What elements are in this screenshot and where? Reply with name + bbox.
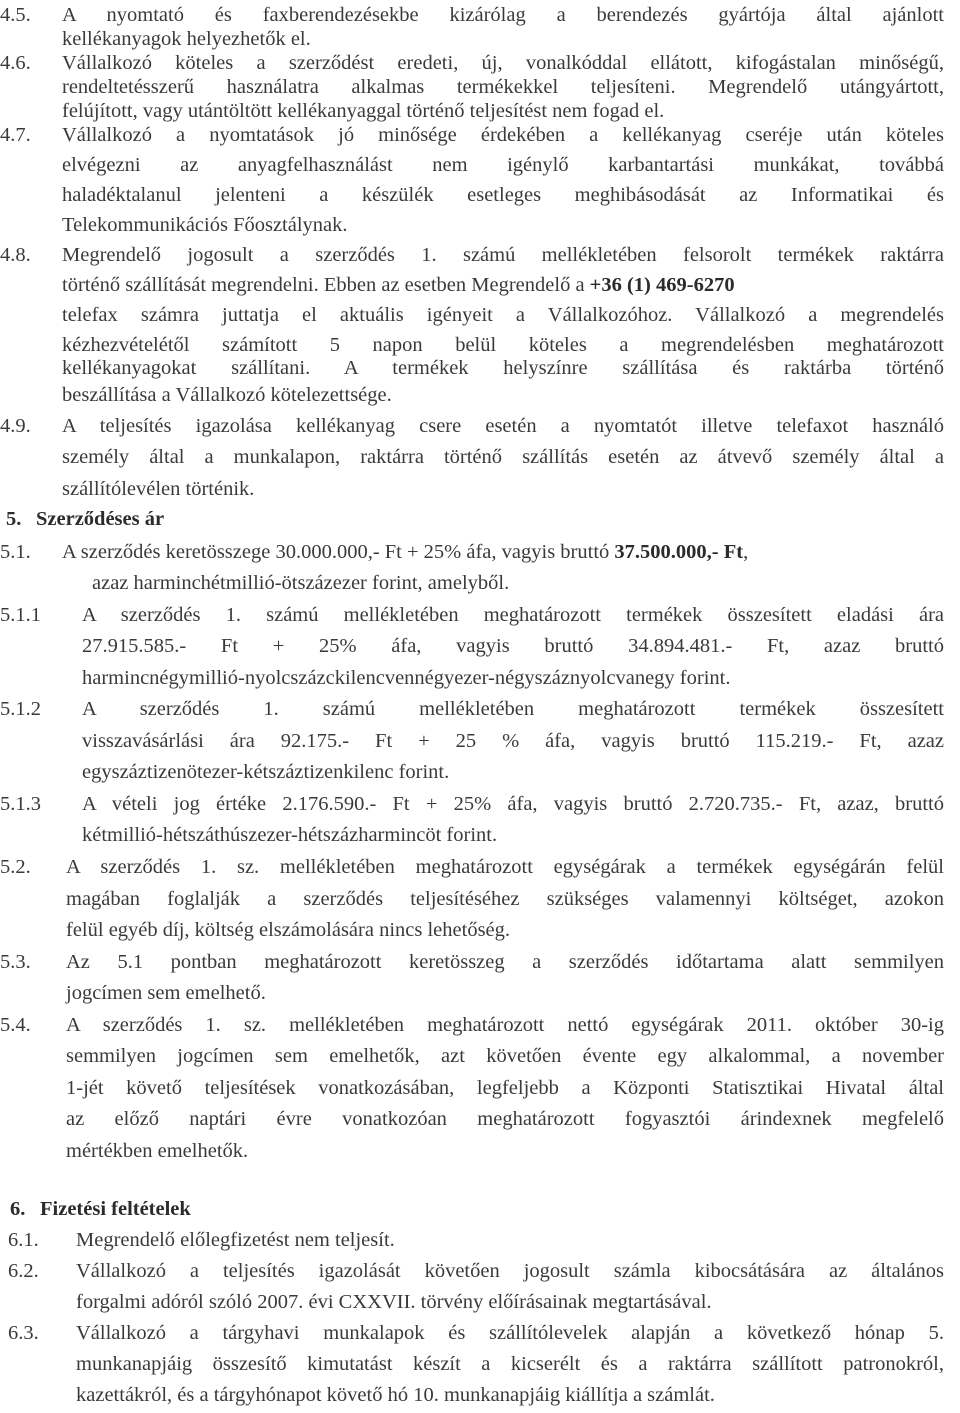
clause-text-line: A vételi jog értéke 2.176.590.- Ft + 25% áfa, vagyis bruttó 2.720.735.- Ft, azaz, bruttó xyxy=(82,793,944,815)
clause-number: 5.2. xyxy=(0,856,31,878)
clause-text-line: egyszáztizenötezer-kétszáztizenkilenc forint. xyxy=(82,761,450,783)
clause-text-line: szállítólevélen történik. xyxy=(62,478,255,500)
clause-text-line: felújított, vagy utántöltött kellékanyaggal történő teljesítést nem fogad el. xyxy=(62,100,665,122)
clause-number: 4.9. xyxy=(0,415,31,437)
clause-number: 5.1.1 xyxy=(0,604,41,626)
clause-text-line: semmilyen jogcímen sem emelhetők, azt követően évente egy alkalommal, a november xyxy=(66,1045,944,1067)
section-number: 5. xyxy=(6,508,22,530)
clause-text-line: azaz harminchétmillió-ötszázezer forint, amelyből. xyxy=(92,572,510,594)
clause-text-line: kazettákról, és a tárgyhónapot követő hó 10. munkanapjáig kiállítja a számlát. xyxy=(76,1384,715,1406)
clause-number: 5.4. xyxy=(0,1014,31,1036)
clause-text-line: harmincnégymillió-nyolcszázckilencvennégyezer-négyszáznyolcvanegy forint. xyxy=(82,667,731,689)
clause-number: 4.6. xyxy=(0,52,31,74)
clause-text-line-with-phone xyxy=(62,270,944,302)
clause-text-line: kellékanyagokat szállítani. A termékek helyszínre szállítása és raktárba történő xyxy=(62,357,944,379)
section-title: Szerződéses ár xyxy=(36,508,165,530)
clause-text-line: Vállalkozó a teljesítés igazolását követően jogosult számla kibocsátására az általános xyxy=(76,1260,944,1282)
clause-number: 5.3. xyxy=(0,951,31,973)
clause-text-line: magában foglalják a szerződés teljesítéséhez szükséges valamennyi költséget, azokon xyxy=(66,888,944,910)
phone-number: +36 (1) 469-6270 xyxy=(589,274,735,296)
clause-text-line: A nyomtató és faxberendezésekbe kizárólag a berendezés gyártója által ajánlott xyxy=(62,4,944,26)
clause-text-line: az előző naptári évre vonatkozóan meghatározott fogyasztói árindexnek megfelelő xyxy=(66,1108,944,1130)
clause-text-line: munkanapjáig összesítő kimutatást készít a kicserélt és a raktárra szállított patronokról, xyxy=(76,1353,944,1375)
clause-text-line: kétmillió-hétszáthúszezer-hétszázharmincöt forint. xyxy=(82,824,498,846)
clause-text-line: Megrendelő előlegfizetést nem teljesít. xyxy=(76,1229,395,1251)
clause-text-line: Telekommunikációs Főosztálynak. xyxy=(62,214,348,236)
clause-text-line: A szerződés 1. számú mellékletében meghatározott termékek összesített xyxy=(82,698,944,720)
clause-text-line: Az 5.1 pontban meghatározott keretösszeg a szerződés időtartama alatt semmilyen xyxy=(66,951,944,973)
section-number: 6. xyxy=(10,1198,26,1220)
clause-text-line: kézhezvételétől számított 5 napon belül köteles a megrendelésben meghatározott xyxy=(62,334,944,356)
clause-text-line: Vállalkozó a tárgyhavi munkalapok és szállítólevelek alapján a következő hónap 5. xyxy=(76,1322,944,1344)
clause-text-line-with-amount xyxy=(62,537,748,569)
clause-text-line: kellékanyagok helyezhetők el. xyxy=(62,28,311,50)
clause-text-line: rendeltetésszerű használatra alkalmas termékekkel teljesíteni. Megrendelő utángyártott, xyxy=(62,76,944,98)
clause-number: 5.1. xyxy=(0,541,31,563)
clause-number: 4.8. xyxy=(0,244,31,266)
clause-text-line: haladéktalanul jelenteni a készülék esetleges meghibásodását az Informatikai és xyxy=(62,184,944,206)
section-title: Fizetési feltételek xyxy=(40,1198,191,1220)
clause-text-line: felül egyéb díj, költség elszámolására nincs lehetőség. xyxy=(66,919,511,941)
clause-text-line: visszavásárlási ára 92.175.- Ft + 25 % áfa, vagyis bruttó 115.219.- Ft, azaz xyxy=(82,730,944,752)
clause-text-line: A szerződés 1. sz. mellékletében meghatározott nettó egységárak 2011. október 30-ig xyxy=(66,1014,944,1036)
clause-number: 6.1. xyxy=(8,1229,39,1251)
clause-text-line: Vállalkozó a nyomtatások jó minősége érdekében a kellékanyag cseréje után köteles xyxy=(62,124,944,146)
clause-number: 6.2. xyxy=(8,1260,39,1282)
clause-text-line: Megrendelő jogosult a szerződés 1. számú mellékletében felsorolt termékek raktárra xyxy=(62,244,944,266)
clause-text-line: jogcímen sem emelhető. xyxy=(66,982,266,1004)
clause-text-line: A teljesítés igazolása kellékanyag csere esetén a nyomtatót illetve telefaxot használó xyxy=(62,415,944,437)
clause-text-line: A szerződés 1. számú mellékletében meghatározott termékek összesített eladási ára xyxy=(82,604,944,626)
clause-number: 5.1.2 xyxy=(0,698,41,720)
clause-text-line: mértékben emelhetők. xyxy=(66,1140,249,1162)
clause-number: 4.5. xyxy=(0,4,31,26)
clause-text-line: A szerződés 1. sz. mellékletében meghatározott egységárak a termékek egységárán felül xyxy=(66,856,944,878)
clause-number: 5.1.3 xyxy=(0,793,41,815)
clause-text-line: elvégezni az anyagfelhasználást nem igénylő karbantartási munkákat, továbbá xyxy=(62,154,944,176)
clause-number: 6.3. xyxy=(8,1322,39,1344)
clause-text-line: 1-jét követő teljesítések vonatkozásában, legfeljebb a Központi Statisztikai Hivatal által xyxy=(66,1077,944,1099)
clause-text-fragment: , xyxy=(743,541,749,563)
clause-text-fragment: A szerződés keretösszege 30.000.000,- Ft + 25% áfa, vagyis bruttó xyxy=(62,541,610,563)
clause-text-line: Vállalkozó köteles a szerződést eredeti, új, vonalkóddal ellátott, kifogástalan minőségű, xyxy=(62,52,944,74)
clause-text-line: forgalmi adóról szóló 2007. évi CXXVII. törvény előírásainak megtartásával. xyxy=(76,1291,712,1313)
clause-text-fragment: történő szállítását megrendelni. Ebben az esetben Megrendelő a xyxy=(62,274,585,296)
clause-text-line: telefax számra juttatja el aktuális igényeit a Vállalkozóhoz. Vállalkozó a megrendelés xyxy=(62,304,944,326)
gross-amount: 37.500.000,- Ft xyxy=(614,541,744,563)
clause-text-line: beszállítása a Vállalkozó kötelezettsége. xyxy=(62,384,392,406)
clause-text-line: személy által a munkalapon, raktárra történő szállítás esetén az átvevő személy által a xyxy=(62,446,944,468)
clause-text-line: 27.915.585.- Ft + 25% áfa, vagyis bruttó 34.894.481.- Ft, azaz bruttó xyxy=(82,635,944,657)
clause-number: 4.7. xyxy=(0,124,31,146)
